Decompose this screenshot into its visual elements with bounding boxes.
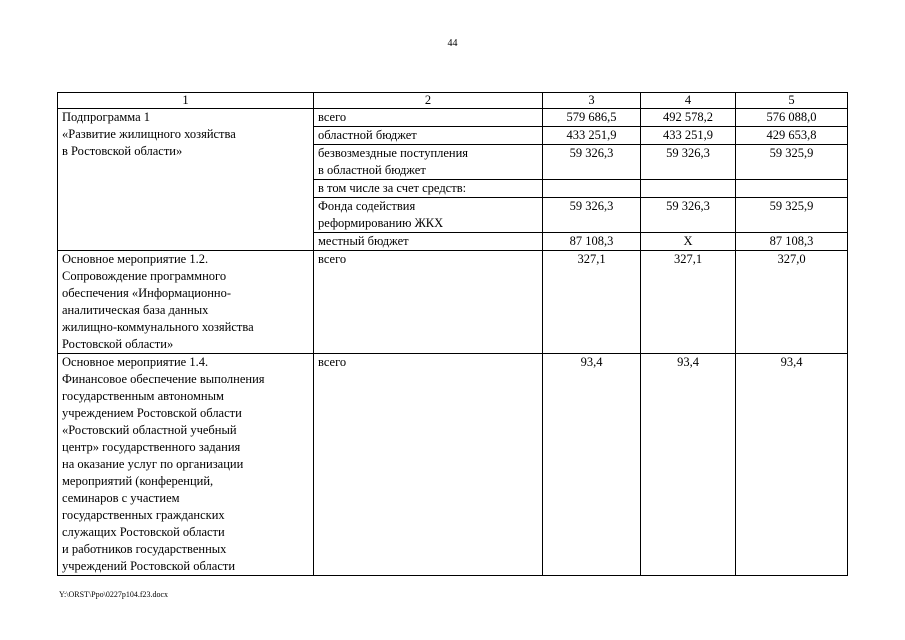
value-cell: 93,4 [736,354,848,576]
funding-source-cell: всего [314,109,543,127]
value-cell: 59 325,9 [736,198,848,233]
value-cell: 433 251,9 [641,127,736,145]
table-row [58,251,848,354]
funding-source-cell: безвозмездные поступления в областной бюджет [314,145,543,180]
value-cell: 579 686,5 [543,109,641,127]
header-row [58,93,848,109]
column-header: 2 [314,93,543,109]
value-cell [641,180,736,198]
value-cell: 327,1 [641,251,736,354]
program-name-cell: Основное мероприятие 1.4. Финансовое обеспечение выполнения государственным автономным учреждением Ростовской области «Ростовский областной учебный центр» государственного задания на оказание услуг по организации мероприятий (конференций, семинаров с участием государственных гражданских служащих Ростовской области и работников государственных учреждений Ростовской области [58,354,314,576]
column-header: 4 [641,93,736,109]
table-row [58,109,848,127]
funding-source-cell: всего [314,251,543,354]
funding-source-cell: областной бюджет [314,127,543,145]
program-name-cell: Подпрограмма 1 «Развитие жилищного хозяйства в Ростовской области» [58,109,314,251]
value-cell: 93,4 [543,354,641,576]
value-cell: 59 326,3 [543,198,641,233]
value-cell: Х [641,233,736,251]
value-cell [543,180,641,198]
funding-source-cell: местный бюджет [314,233,543,251]
value-cell: 59 325,9 [736,145,848,180]
value-cell: 327,1 [543,251,641,354]
budget-table [57,92,848,576]
value-cell [736,180,848,198]
funding-source-cell: в том числе за счет средств: [314,180,543,198]
column-header: 1 [58,93,314,109]
value-cell: 327,0 [736,251,848,354]
value-cell: 87 108,3 [543,233,641,251]
program-name-cell: Основное мероприятие 1.2. Сопровождение программного обеспечения «Информационно- аналитическая база данных жилищно-коммунального хозяйства Ростовской области» [58,251,314,354]
value-cell: 59 326,3 [641,145,736,180]
value-cell: 93,4 [641,354,736,576]
value-cell: 59 326,3 [543,145,641,180]
funding-source-cell: всего [314,354,543,576]
column-header: 5 [736,93,848,109]
value-cell: 87 108,3 [736,233,848,251]
funding-source-cell: Фонда содействия реформированию ЖКХ [314,198,543,233]
table-row [58,354,848,576]
value-cell: 59 326,3 [641,198,736,233]
page-number: 44 [447,38,458,49]
value-cell: 492 578,2 [641,109,736,127]
column-header: 3 [543,93,641,109]
value-cell: 576 088,0 [736,109,848,127]
file-path-footer: Y:\ORST\Ppo\0227p104.f23.docx [59,590,169,599]
value-cell: 429 653,8 [736,127,848,145]
value-cell: 433 251,9 [543,127,641,145]
